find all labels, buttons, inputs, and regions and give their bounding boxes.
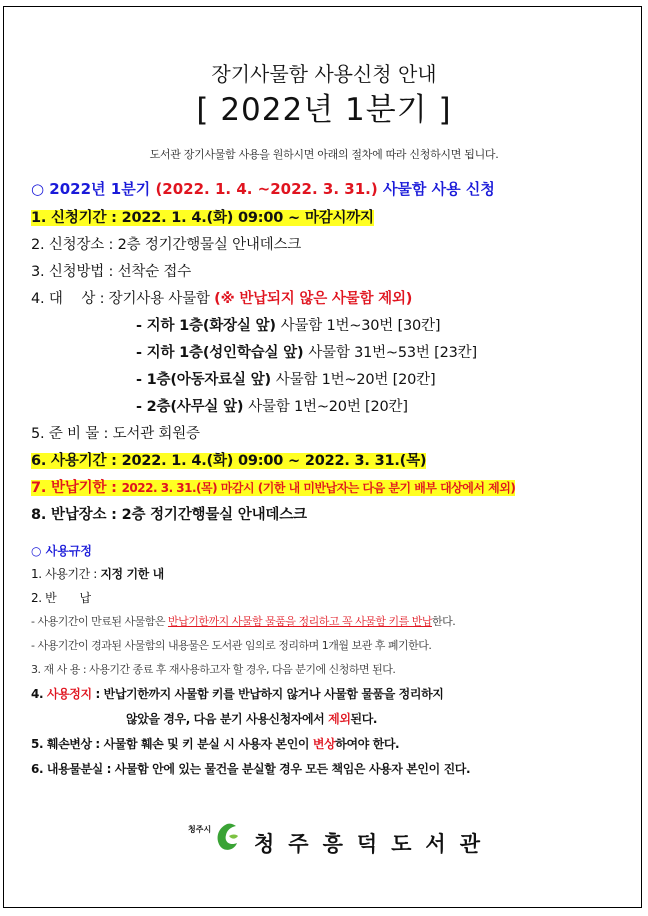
- rule-return: 2. 반 납: [31, 591, 91, 605]
- section1-heading: ○ 2022년 1분기 (2022. 1. 4. ~2022. 3. 31.) 사물함 사용 신청: [31, 180, 495, 198]
- locker-row: - 지하 1층(성인학습실 앞) 사물함 31번~53번 [23칸]: [136, 345, 477, 361]
- locker-row: - 지하 1층(화장실 앞) 사물함 1번~30번 [30칸]: [136, 318, 441, 334]
- rule-damage: 5. 훼손변상 : 사물함 훼손 및 키 분실 시 사용자 본인이 변상하여야 한다.: [31, 737, 400, 751]
- item-apply-period: 1. 신청기간 : 2022. 1. 4.(화) 09:00 ~ 마감시까지: [31, 210, 374, 226]
- city-label: 청주시: [188, 825, 212, 834]
- rule-suspension: 4. 사용정지 : 반납기한까지 사물함 키를 반납하지 않거나 사물함 물품을 정리하지: [31, 687, 444, 701]
- item-requirements: 5. 준 비 물 : 도서관 회원증: [31, 426, 200, 442]
- locker-row: - 2층(사무실 앞) 사물함 1번~20번 [20칸]: [136, 399, 408, 415]
- item-apply-method: 3. 신청방법 : 선착순 접수: [31, 264, 192, 280]
- rule-return-detail-2: - 사용기간이 경과된 사물함의 내용물은 도서관 임의로 정리하며 1개월 보관 후 폐기한다.: [31, 639, 432, 652]
- intro-text: 도서관 장기사물함 사용을 원하시면 아래의 절차에 따라 신청하시면 됩니다.: [149, 148, 499, 161]
- cheongju-logo-icon: [214, 822, 240, 852]
- item-apply-place: 2. 신청장소 : 2층 정기간행물실 안내데스크: [31, 237, 302, 253]
- locker-row: - 1층(아동자료실 앞) 사물함 1번~20번 [20칸]: [136, 372, 436, 388]
- rule-loss: 6. 내용물분실 : 사물함 안에 있는 물건을 분실할 경우 모든 책임은 사용자 본인이 진다.: [31, 762, 471, 776]
- item-use-period: 6. 사용기간 : 2022. 1. 4.(화) 09:00 ~ 2022. 3. 31.(목): [31, 453, 427, 469]
- item-return-place: 8. 반납장소 : 2층 정기간행물실 안내데스크: [31, 507, 307, 523]
- quarter-heading: [ 2022년 1분기 ]: [196, 92, 452, 128]
- library-name: 청주흥덕도서관: [254, 832, 495, 856]
- rule-use-period: 1. 사용기간 : 지정 기한 내: [31, 567, 164, 581]
- item-target: 4. 대 상 : 장기사용 사물함 (※ 반납되지 않은 사물함 제외): [31, 291, 413, 307]
- section2-heading: ○ 사용규정: [31, 544, 93, 558]
- item-return-deadline: 7. 반납기한 : 2022. 3. 31.(목) 마감시 (기한 내 미반납자는 다음 분기 배부 대상에서 제외): [31, 480, 516, 496]
- rule-reuse: 3. 재 사 용 : 사용기간 종료 후 재사용하고자 할 경우, 다음 분기에 신청하면 된다.: [31, 663, 396, 676]
- rule-suspension-cont: 않았을 경우, 다음 분기 사용신청자에서 제외된다.: [126, 712, 378, 726]
- rule-return-detail-1: - 사용기간이 만료된 사물함은 반납기한까지 사물함 물품을 정리하고 꼭 사물함 키를 반납한다.: [31, 615, 456, 628]
- page-title: 장기사물함 사용신청 안내: [211, 62, 437, 86]
